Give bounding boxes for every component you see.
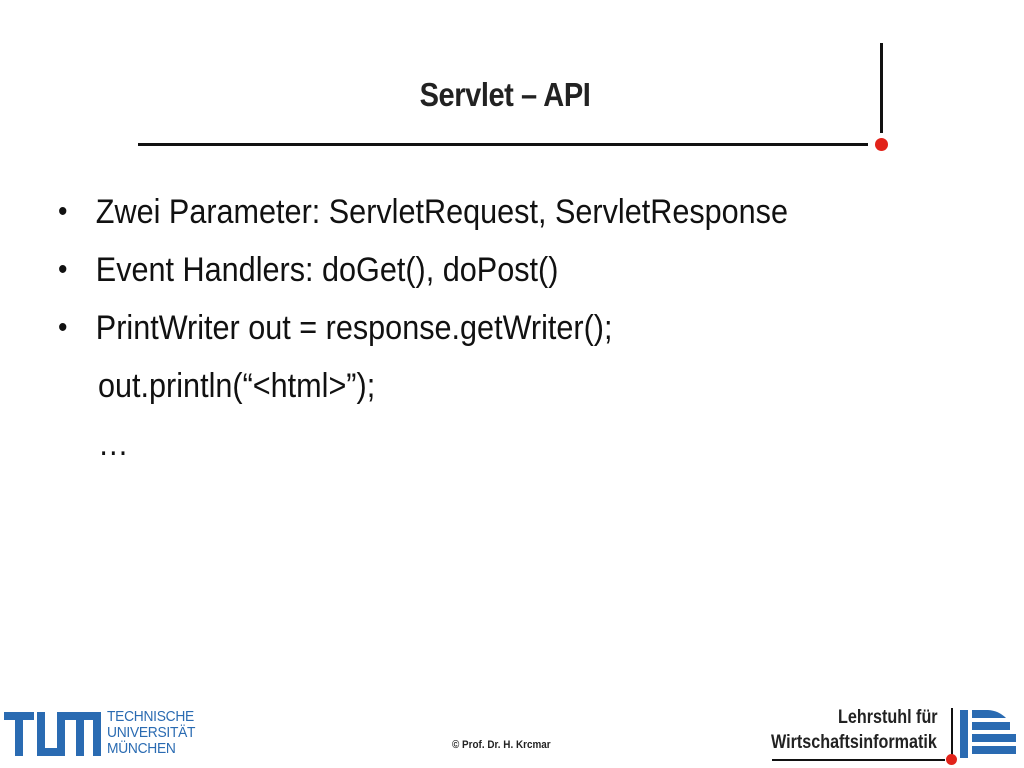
- copyright-notice: © Prof. Dr. H. Krcmar: [452, 739, 551, 751]
- lehrstuhl-vertical-rule: [951, 708, 953, 755]
- title-underline: [138, 143, 868, 146]
- slide-title: Servlet – API: [419, 76, 591, 113]
- code-continuation-line: out.println(“<html>”);: [98, 367, 376, 405]
- bullet-mark: •: [58, 253, 68, 286]
- bullet-text: Zwei Parameter: ServletRequest, ServletResponse: [95, 193, 789, 231]
- tum-line-2: UNIVERSITÄT: [107, 724, 196, 741]
- tum-logo-icon: [4, 708, 104, 760]
- tum-wordmark: [107, 709, 195, 757]
- bullet-list: [58, 188, 869, 362]
- lehrstuhl-red-dot: [946, 754, 957, 765]
- bullet-text: PrintWriter out = response.getWriter();: [95, 309, 613, 347]
- lehrstuhl-line-2: Wirtschaftsinformatik: [771, 732, 937, 753]
- lehrstuhl-underline: [772, 759, 945, 761]
- bullet-text: Event Handlers: doGet(), doPost(): [95, 251, 559, 289]
- bullet-mark: •: [58, 195, 68, 228]
- tum-line-1: TECHNISCHE: [107, 708, 194, 725]
- bullet-item: [58, 304, 788, 362]
- tum-line-3: MÜNCHEN: [107, 740, 176, 757]
- bullet-item: [58, 246, 788, 304]
- lehrstuhl-line-1: Lehrstuhl für: [838, 707, 938, 728]
- bullet-mark: •: [58, 311, 68, 344]
- ellipsis-line: …: [98, 425, 129, 463]
- wirtschaftsinformatik-logo-icon: [958, 708, 1018, 760]
- title-vertical-rule: [880, 43, 883, 133]
- title-red-dot: [875, 138, 888, 151]
- bullet-item: [58, 188, 788, 246]
